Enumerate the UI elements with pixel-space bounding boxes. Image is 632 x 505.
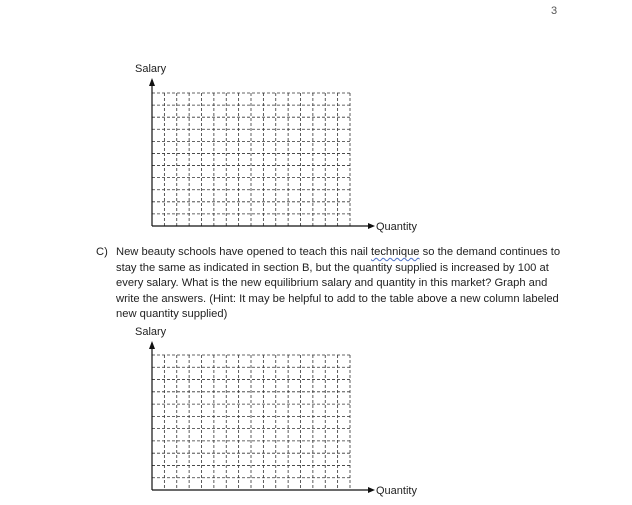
bottom-graph-axes — [149, 341, 375, 493]
top-graph-grid — [152, 93, 350, 226]
question-text-part-2: so the demand continues to stay the same as indicated in section B, but the quantity supplied is increased by 100 at every salary. What is the new equilibrium salary and quantity in this market? Graph and write the answers. (Hint: It may be helpful to add to the table above a new column labeled new quantity supplied) — [116, 246, 561, 320]
question-text-part-1: New beauty schools have opened to teach this nail — [116, 246, 371, 258]
bottom-graph-y-arrow-icon — [149, 341, 155, 349]
question-text — [116, 245, 566, 323]
top-graph-y-axis-label: Salary — [135, 63, 167, 75]
bottom-graph-x-arrow-icon — [368, 487, 375, 493]
top-graph-x-axis-label: Quantity — [376, 221, 417, 233]
spellcheck-underlined-word[interactable]: technique — [371, 246, 420, 258]
top-graph-y-arrow-icon — [149, 78, 155, 86]
bottom-graph-x-axis-label: Quantity — [376, 485, 417, 497]
question-letter: C) — [96, 246, 108, 258]
question-c — [96, 245, 566, 323]
top-graph-axes — [149, 78, 375, 229]
bottom-graph-grid — [152, 355, 350, 490]
top-graph-x-arrow-icon — [368, 223, 375, 229]
page-number: 3 — [551, 5, 558, 17]
bottom-graph-y-axis-label: Salary — [135, 326, 167, 338]
